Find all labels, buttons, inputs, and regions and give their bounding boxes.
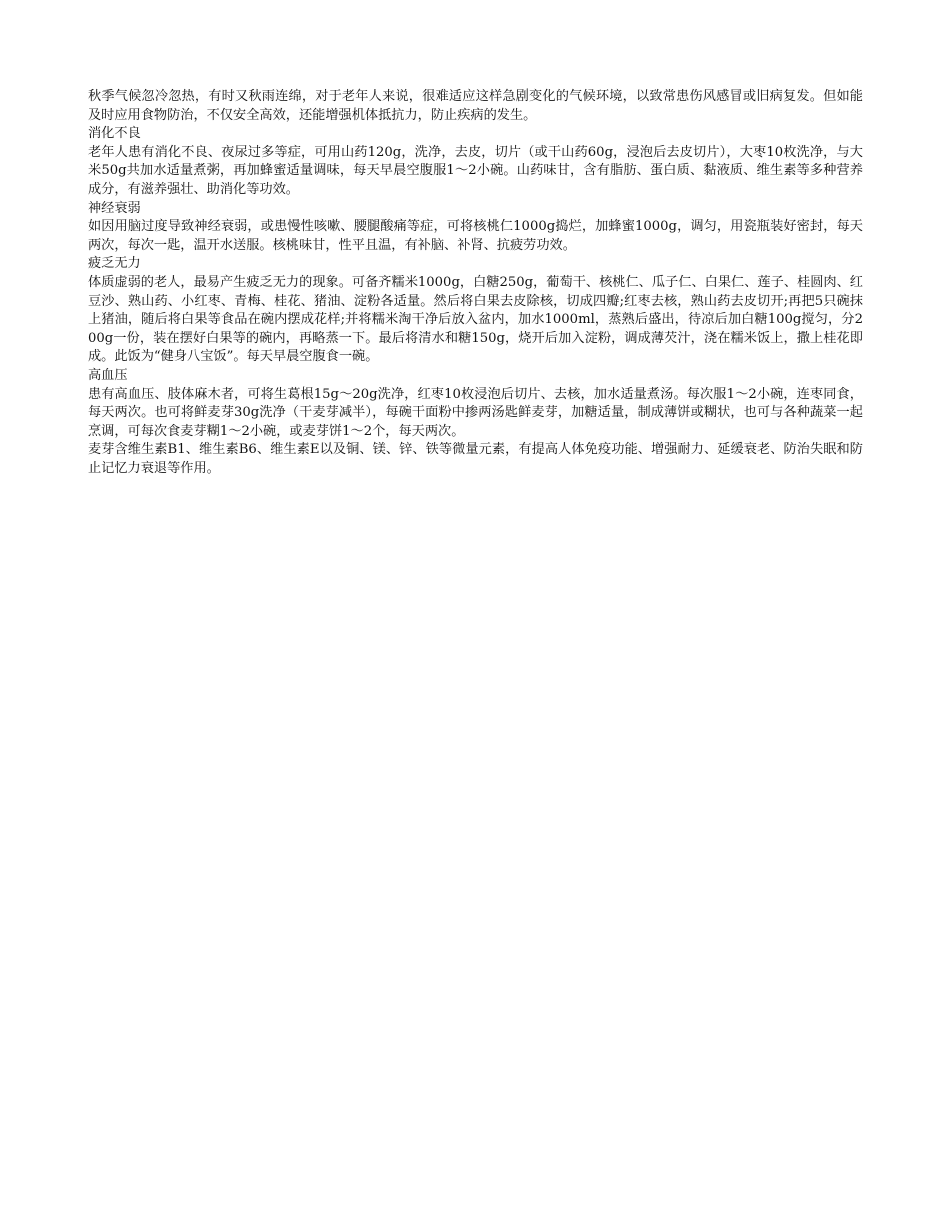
- section-heading-fatigue: 疲乏无力: [88, 256, 141, 272]
- section-body-indigestion: 老年人患有消化不良、夜尿过多等症，可用山药120g，洗净，去皮，切片（或干山药60g，浸泡后去皮切片），大枣10枚洗净，与大米50g共加水适量煮粥，再加蜂蜜适量调味，每天早晨空腹服1～2小碗。山药味甘，含有脂肪、蛋白质、黏液质、维生素等多种营养成分，有滋养强壮、助消化等功效。: [88, 144, 863, 197]
- document-page: [88, 88, 863, 478]
- closing-paragraph: 麦芽含维生素B1、维生素B6、维生素E以及铜、镁、锌、铁等微量元素，有提高人体免疫功能、增强耐力、延缓衰老、防治失眠和防止记忆力衰退等作用。: [88, 442, 863, 476]
- section-heading-indigestion: 消化不良: [88, 126, 141, 142]
- section-heading-hypertension: 高血压: [88, 367, 128, 383]
- section-heading-neurasthenia: 神经衰弱: [88, 200, 141, 216]
- section-body-hypertension: 患有高血压、肢体麻木者，可将生葛根15g～20g洗净，红枣10枚浸泡后切片、去核，加水适量煮汤。每次服1～2小碗，连枣同食，每天两次。也可将鲜麦芽30g洗净（干麦芽减半），每碗干面粉中掺两汤匙鲜麦芽，加糖适量，制成薄饼或糊状，也可与各种蔬菜一起烹调，可每次食麦芽糊1～2小碗，或麦芽饼1～2个，每天两次。: [88, 386, 863, 439]
- section-body-fatigue: 体质虚弱的老人，最易产生疲乏无力的现象。可备齐糯米1000g，白糖250g，葡萄干、核桃仁、瓜子仁、白果仁、莲子、桂圆肉、红豆沙、熟山药、小红枣、青梅、桂花、猪油、淀粉各适量。然后将白果去皮除核，切成四瓣;红枣去核，熟山药去皮切开;再把5只碗抹上猪油，随后将白果等食品在碗内摆成花样;并将糯米淘干净后放入盆内，加水1000ml，蒸熟后盛出，待凉后加白糖100g搅匀，分200g一份，装在摆好白果等的碗内，再略蒸一下。最后将清水和糖150g，烧开后加入淀粉，调成薄芡汁，浇在糯米饭上，撒上桂花即成。此饭为“健身八宝饭”。每天早晨空腹食一碗。: [88, 274, 863, 365]
- section-body-neurasthenia: 如因用脑过度导致神经衰弱，或患慢性咳嗽、腰腿酸痛等症，可将核桃仁1000g捣烂，加蜂蜜1000g，调匀，用瓷瓶装好密封，每天两次，每次一匙，温开水送服。核桃味甘，性平且温，有补脑、补肾、抗疲劳功效。: [88, 219, 863, 253]
- intro-paragraph: 秋季气候忽冷忽热，有时又秋雨连绵，对于老年人来说，很难适应这样急剧变化的气候环境，以致常患伤风感冒或旧病复发。但如能及时应用食物防治，不仅安全高效，还能增强机体抵抗力，防止疾病的发生。: [88, 89, 863, 123]
